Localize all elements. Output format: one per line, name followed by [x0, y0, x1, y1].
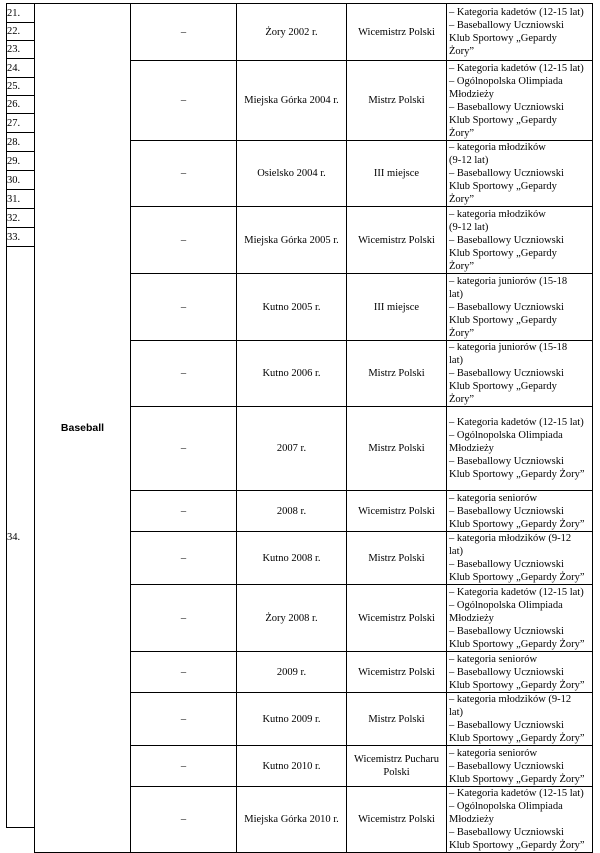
- note-line: – Baseballowy Uczniowski: [449, 505, 564, 517]
- note-line: Młodzieży: [449, 88, 494, 100]
- entry-place: Miejska Górka 2005 r.: [237, 207, 347, 274]
- note-line: Klub Sportowy „Gepardy: [449, 247, 557, 259]
- results-table-body: [7, 4, 593, 853]
- row-number: 33.: [7, 228, 35, 247]
- row-number: 26.: [7, 96, 35, 114]
- entry-dash: –: [131, 491, 237, 532]
- entry-dash: –: [131, 532, 237, 585]
- row-number: 22.: [7, 23, 35, 41]
- entry-place: Kutno 2005 r.: [237, 274, 347, 341]
- entry-dash: –: [131, 4, 237, 61]
- note-line: – Kategoria kadetów (12-15 lat): [449, 586, 584, 598]
- table-row: [7, 4, 593, 23]
- note-line: Klub Sportowy „Gepardy: [449, 381, 557, 392]
- note-line: – kategoria juniorów (15-18: [449, 342, 568, 353]
- note-line: Klub Sportowy „Gepardy: [449, 314, 557, 326]
- entry-result: Wicemistrz Pucharu Polski: [347, 746, 447, 787]
- entry-dash: –: [131, 787, 237, 853]
- note-line: Klub Sportowy „Gepardy: [449, 181, 557, 192]
- entry-result: III miejsce: [347, 141, 447, 207]
- note-line: – Baseballowy Uczniowski: [449, 625, 564, 637]
- note-line: Klub Sportowy „Gepardy Żory”: [449, 733, 585, 744]
- entry-place: Miejska Górka 2004 r.: [237, 61, 347, 141]
- entry-dash: –: [131, 207, 237, 274]
- entry-notes: [447, 693, 593, 746]
- note-line: lat): [449, 707, 463, 718]
- entry-result: Wicemistrz Polski: [347, 787, 447, 853]
- note-line: Młodzieży: [449, 443, 494, 454]
- entry-dash: –: [131, 407, 237, 491]
- entry-dash: –: [131, 61, 237, 141]
- note-line: – Baseballowy Uczniowski: [449, 168, 564, 179]
- entry-result: Mistrz Polski: [347, 693, 447, 746]
- note-line: – Ogólnopolska Olimpiada: [449, 599, 563, 611]
- note-line: – Kategoria kadetów (12-15 lat): [449, 62, 584, 74]
- row-number: 30.: [7, 171, 35, 190]
- note-line: Klub Sportowy „Gepardy Żory”: [449, 638, 585, 650]
- row-number: 31.: [7, 190, 35, 209]
- note-line: Młodzieży: [449, 612, 494, 624]
- entry-place: Żory 2002 r.: [237, 4, 347, 61]
- entry-result: Mistrz Polski: [347, 61, 447, 141]
- note-line: Klub Sportowy „Gepardy: [449, 114, 557, 126]
- note-line: – Baseballowy Uczniowski: [449, 760, 564, 772]
- entry-notes: [447, 141, 593, 207]
- entry-notes: [447, 4, 593, 61]
- entry-result: Wicemistrz Polski: [347, 652, 447, 693]
- note-line: – Ogólnopolska Olimpiada: [449, 75, 563, 87]
- entry-notes: [447, 652, 593, 693]
- note-line: – Kategoria kadetów (12-15 lat): [449, 788, 584, 799]
- note-line: Żory”: [449, 46, 475, 57]
- entry-notes: [447, 207, 593, 274]
- row-number: 34.: [7, 247, 35, 828]
- entry-result: Mistrz Polski: [347, 532, 447, 585]
- entry-place: Kutno 2006 r.: [237, 341, 347, 407]
- note-line: Żory”: [449, 327, 475, 339]
- entry-place: Żory 2008 r.: [237, 585, 347, 652]
- note-line: Klub Sportowy „Gepardy Żory”: [449, 518, 585, 530]
- note-line: – Ogólnopolska Olimpiada: [449, 801, 563, 812]
- entry-place: Kutno 2010 r.: [237, 746, 347, 787]
- entry-place: Kutno 2009 r.: [237, 693, 347, 746]
- row-number: 28.: [7, 133, 35, 152]
- entry-place: Osielsko 2004 r.: [237, 141, 347, 207]
- entry-notes: [447, 787, 593, 853]
- entry-dash: –: [131, 746, 237, 787]
- note-line: – Baseballowy Uczniowski: [449, 301, 564, 313]
- row-number: 21.: [7, 4, 35, 23]
- note-line: Żory”: [449, 394, 475, 405]
- row-number: 32.: [7, 209, 35, 228]
- note-line: Klub Sportowy „Gepardy Żory”: [449, 679, 585, 691]
- entry-result: Wicemistrz Polski: [347, 491, 447, 532]
- entry-place: Kutno 2008 r.: [237, 532, 347, 585]
- entry-dash: –: [131, 585, 237, 652]
- note-line: Klub Sportowy „Gepardy: [449, 33, 557, 44]
- entry-place: Miejska Górka 2010 r.: [237, 787, 347, 853]
- entry-result: Wicemistrz Polski: [347, 4, 447, 61]
- entry-dash: –: [131, 274, 237, 341]
- note-line: – Baseballowy Uczniowski: [449, 827, 564, 838]
- note-line: (9-12 lat): [449, 155, 489, 166]
- note-line: – kategoria młodzików: [449, 208, 546, 220]
- note-line: Żory”: [449, 127, 475, 139]
- row-number: 27.: [7, 114, 35, 133]
- note-line: Żory”: [449, 194, 475, 205]
- entry-result: Mistrz Polski: [347, 407, 447, 491]
- note-line: – kategoria juniorów (15-18: [449, 275, 568, 287]
- entry-dash: –: [131, 652, 237, 693]
- note-line: Żory”: [449, 260, 475, 272]
- entry-place: 2009 r.: [237, 652, 347, 693]
- note-line: – Baseballowy Uczniowski: [449, 234, 564, 246]
- results-table: [6, 3, 593, 853]
- note-line: – Baseballowy Uczniowski: [449, 20, 564, 31]
- note-line: – Baseballowy Uczniowski: [449, 101, 564, 113]
- note-line: – kategoria seniorów: [449, 492, 538, 504]
- note-line: – kategoria młodzików (9-12: [449, 533, 572, 544]
- note-line: Klub Sportowy „Gepardy Żory”: [449, 773, 585, 785]
- row-number: 24.: [7, 59, 35, 78]
- entry-notes: [447, 746, 593, 787]
- note-line: – Baseballowy Uczniowski: [449, 456, 564, 467]
- row-number: 25.: [7, 78, 35, 96]
- note-line: lat): [449, 546, 463, 557]
- entry-result: III miejsce: [347, 274, 447, 341]
- note-line: – kategoria seniorów: [449, 747, 538, 759]
- entry-result: Mistrz Polski: [347, 341, 447, 407]
- entry-notes: [447, 585, 593, 652]
- note-line: – Ogólnopolska Olimpiada: [449, 430, 563, 441]
- entry-notes: [447, 61, 593, 141]
- note-line: – kategoria seniorów: [449, 653, 538, 665]
- note-line: – kategoria młodzików (9-12: [449, 694, 572, 705]
- entry-notes: [447, 491, 593, 532]
- entry-place: 2007 r.: [237, 407, 347, 491]
- entry-result: Wicemistrz Polski: [347, 585, 447, 652]
- note-line: lat): [449, 355, 463, 366]
- entry-dash: –: [131, 693, 237, 746]
- note-line: Klub Sportowy „Gepardy Żory”: [449, 840, 585, 851]
- note-line: Klub Sportowy „Gepardy Żory”: [449, 572, 585, 583]
- note-line: – Kategoria kadetów (12-15 lat): [449, 7, 584, 18]
- entry-dash: –: [131, 141, 237, 207]
- entry-notes: [447, 407, 593, 491]
- row-number: 29.: [7, 152, 35, 171]
- note-line: – Baseballowy Uczniowski: [449, 720, 564, 731]
- note-line: lat): [449, 288, 463, 300]
- entry-place: 2008 r.: [237, 491, 347, 532]
- entry-notes: [447, 532, 593, 585]
- note-line: Młodzieży: [449, 814, 494, 825]
- note-line: – Kategoria kadetów (12-15 lat): [449, 417, 584, 428]
- note-line: – Baseballowy Uczniowski: [449, 368, 564, 379]
- entry-dash: –: [131, 341, 237, 407]
- note-line: – Baseballowy Uczniowski: [449, 666, 564, 678]
- entry-notes: [447, 274, 593, 341]
- note-line: – Baseballowy Uczniowski: [449, 559, 564, 570]
- entry-notes: [447, 341, 593, 407]
- row-number: 23.: [7, 41, 35, 59]
- sport-name: Baseball: [35, 4, 131, 853]
- entry-result: Wicemistrz Polski: [347, 207, 447, 274]
- note-line: Klub Sportowy „Gepardy Żory”: [449, 469, 585, 480]
- note-line: (9-12 lat): [449, 221, 489, 233]
- note-line: – kategoria młodzików: [449, 142, 546, 153]
